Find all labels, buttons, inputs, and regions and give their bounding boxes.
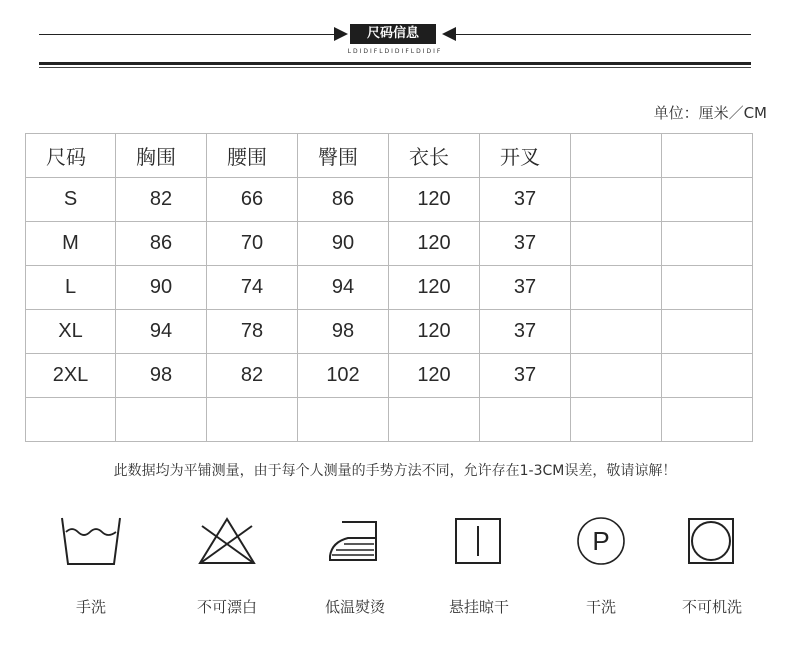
table-cell: S [26,178,116,222]
hang-dry-icon [448,516,510,566]
page-title: 尺码信息 [350,24,436,44]
table-cell: 98 [116,354,207,398]
table-cell [662,266,753,310]
table-cell: 86 [298,178,389,222]
table-cell: 120 [389,310,480,354]
header-divider-thin [39,67,751,68]
table-cell [298,398,389,442]
table-header-cell: 开叉 [480,134,571,178]
table-cell [389,398,480,442]
table-cell [662,222,753,266]
care-label: 不可机洗 [681,598,742,616]
table-cell: XL [26,310,116,354]
table-row [26,354,753,398]
table-row [26,310,753,354]
size-table [25,133,753,442]
table-cell: 120 [389,178,480,222]
dry-clean-glyph: P [592,526,610,556]
table-cell: 90 [116,266,207,310]
hand-wash-icon [60,516,122,566]
table-cell: 120 [389,222,480,266]
table-header-cell: 胸围 [116,134,207,178]
table-cell [662,354,753,398]
table-row [26,398,753,442]
table-cell: 98 [298,310,389,354]
table-cell: 86 [116,222,207,266]
low-iron-icon [326,516,388,566]
table-cell: 66 [207,178,298,222]
table-cell: 94 [298,266,389,310]
table-cell [207,398,298,442]
table-row [26,266,753,310]
table-row [26,178,753,222]
table-cell [571,398,662,442]
table-cell [116,398,207,442]
table-header-cell: 腰围 [207,134,298,178]
table-cell: 37 [480,310,571,354]
table-cell: 90 [298,222,389,266]
no-machine-wash-icon [681,516,743,566]
care-label: 干洗 [585,598,616,616]
care-label: 手洗 [75,598,106,616]
table-header-cell: 衣长 [389,134,480,178]
table-cell: 78 [207,310,298,354]
measurement-note: 此数据均为平铺测量，由于每个人测量的手势方法不同，允许存在1-3CM误差，敬请谅解！ [113,463,677,479]
table-cell: 94 [116,310,207,354]
table-cell: 2XL [26,354,116,398]
header-divider [39,62,751,65]
table-cell: 82 [116,178,207,222]
table-header-cell [662,134,753,178]
table-row [26,222,753,266]
table-cell: 37 [480,178,571,222]
table-cell: 102 [298,354,389,398]
table-header-row [26,134,753,178]
care-label: 悬挂晾干 [448,598,509,616]
table-cell [662,398,753,442]
table-cell: 37 [480,222,571,266]
care-label: 低温熨烫 [324,598,385,616]
table-cell: 37 [480,354,571,398]
unit-label: 单位：厘米／CM [653,104,767,122]
table-header-cell: 尺码 [26,134,116,178]
header-line-right [456,34,751,35]
table-cell [571,222,662,266]
header-subtitle: LDIDIFLDIDIFLDIDIF [347,48,443,55]
table-cell: 120 [389,266,480,310]
table-header-cell [571,134,662,178]
table-cell [571,354,662,398]
no-bleach-icon [196,516,258,566]
table-cell [26,398,116,442]
dry-clean-icon [570,516,632,566]
table-cell [480,398,571,442]
table-cell: M [26,222,116,266]
table-cell: 70 [207,222,298,266]
table-header-cell: 臀围 [298,134,389,178]
header-line-left [39,34,334,35]
table-cell: 120 [389,354,480,398]
header-flag-right [442,27,456,41]
table-cell: 82 [207,354,298,398]
table-cell: 74 [207,266,298,310]
table-cell [662,178,753,222]
table-cell [571,178,662,222]
table-cell [571,266,662,310]
table-cell: L [26,266,116,310]
table-cell [571,310,662,354]
table-cell: 37 [480,266,571,310]
table-cell [662,310,753,354]
care-label: 不可漂白 [196,598,257,616]
header-flag-left [334,27,348,41]
